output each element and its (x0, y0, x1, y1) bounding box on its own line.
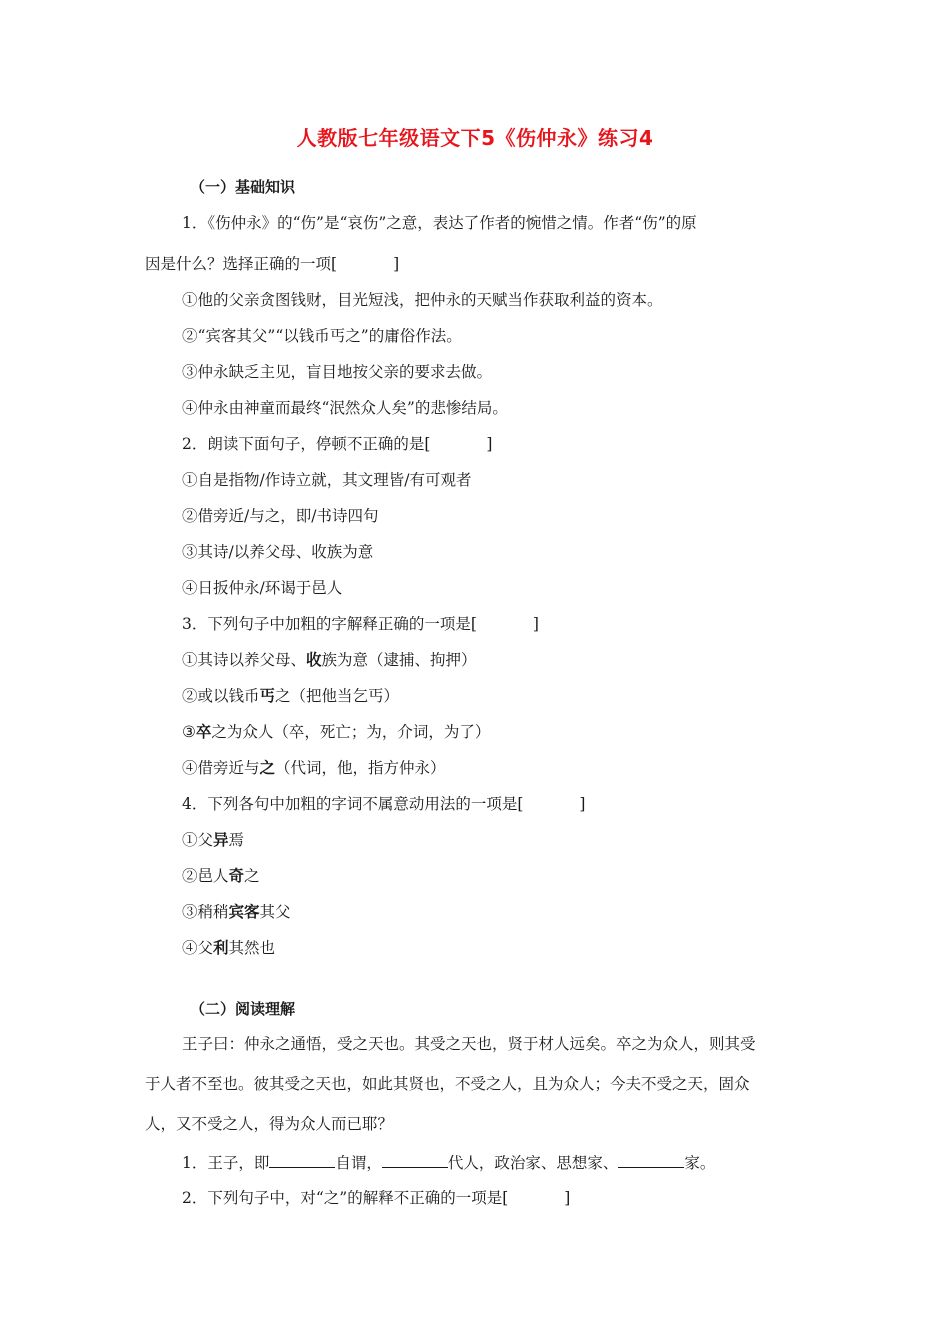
answer-blank-2[interactable] (382, 1151, 448, 1168)
section-heading-basics: （一）基础知识 (190, 178, 296, 196)
question-1-line-2: 因是什么？选择正确的一项[ ] (145, 255, 400, 273)
question-2-stem: 2．朗读下面句子，停顿不正确的是[ ] (182, 435, 493, 453)
question-1-option-3: ③仲永缺乏主见，盲目地按父亲的要求去做。 (182, 363, 493, 381)
passage-line-3: 人，又不受之人，得为众人而已耶？ (145, 1115, 394, 1133)
question-3-option-3: ③卒之为众人（卒，死亡；为，介词，为了） (182, 723, 491, 741)
question-1-option-2: ②“宾客其父”“以钱币丐之”的庸俗作法。 (182, 327, 462, 345)
question-1-option-1: ①他的父亲贪图钱财，目光短浅，把仲永的天赋当作获取利益的资本。 (182, 291, 663, 309)
question-1-option-4: ④仲永由神童而最终“泯然众人矣”的悲惨结局。 (182, 399, 508, 417)
reading-question-2: 2．下列句子中，对“之”的解释不正确的一项是[ ] (182, 1189, 571, 1207)
question-4-option-4: ④父利其然也 (182, 939, 276, 957)
question-2-option-1: ①自是指物/作诗立就，其文理皆/有可观者 (182, 471, 472, 489)
answer-blank-1[interactable] (269, 1151, 335, 1168)
answer-blank-3[interactable] (618, 1151, 684, 1168)
section-heading-reading: （二）阅读理解 (190, 1000, 296, 1018)
question-4-stem: 4．下列各句中加粗的字词不属意动用法的一项是[ ] (182, 795, 586, 813)
question-4-option-3: ③稍稍宾客其父 (182, 903, 291, 921)
passage-line-1: 王子曰：仲永之通悟，受之天也。其受之天也，贤于材人远矣。卒之为众人，则其受 (182, 1035, 756, 1053)
page-title: 人教版七年级语文下5《伤仲永》练习4 (296, 126, 654, 150)
question-3-option-4: ④借旁近与之（代词，他，指方仲永） (182, 759, 446, 777)
question-2-option-2: ②借旁近/与之，即/书诗四句 (182, 507, 379, 525)
question-4-option-1: ①父异焉 (182, 831, 245, 849)
reading-question-1: 1．王子，即 自谓， 代人，政治家、思想家、 家。 (182, 1151, 715, 1174)
question-2-option-4: ④日扳仲永/环谒于邑人 (182, 579, 343, 597)
question-3-option-1: ①其诗以养父母、收族为意（逮捕、拘押） (182, 651, 477, 669)
question-1-line-1: 1．《伤仲永》的“伤”是“哀伤”之意，表达了作者的惋惜之情。作者“伤”的原 (182, 214, 697, 232)
passage-line-2: 于人者不至也。彼其受之天也，如此其贤也，不受之人，且为众人；今夫不受之天，固众 (145, 1075, 750, 1093)
question-3-option-2: ②或以钱币丐之（把他当乞丐） (182, 687, 400, 705)
question-2-option-3: ③其诗/以养父母、收族为意 (182, 543, 374, 561)
question-4-option-2: ②邑人奇之 (182, 867, 260, 885)
question-3-stem: 3．下列句子中加粗的字解释正确的一项是[ ] (182, 615, 539, 633)
